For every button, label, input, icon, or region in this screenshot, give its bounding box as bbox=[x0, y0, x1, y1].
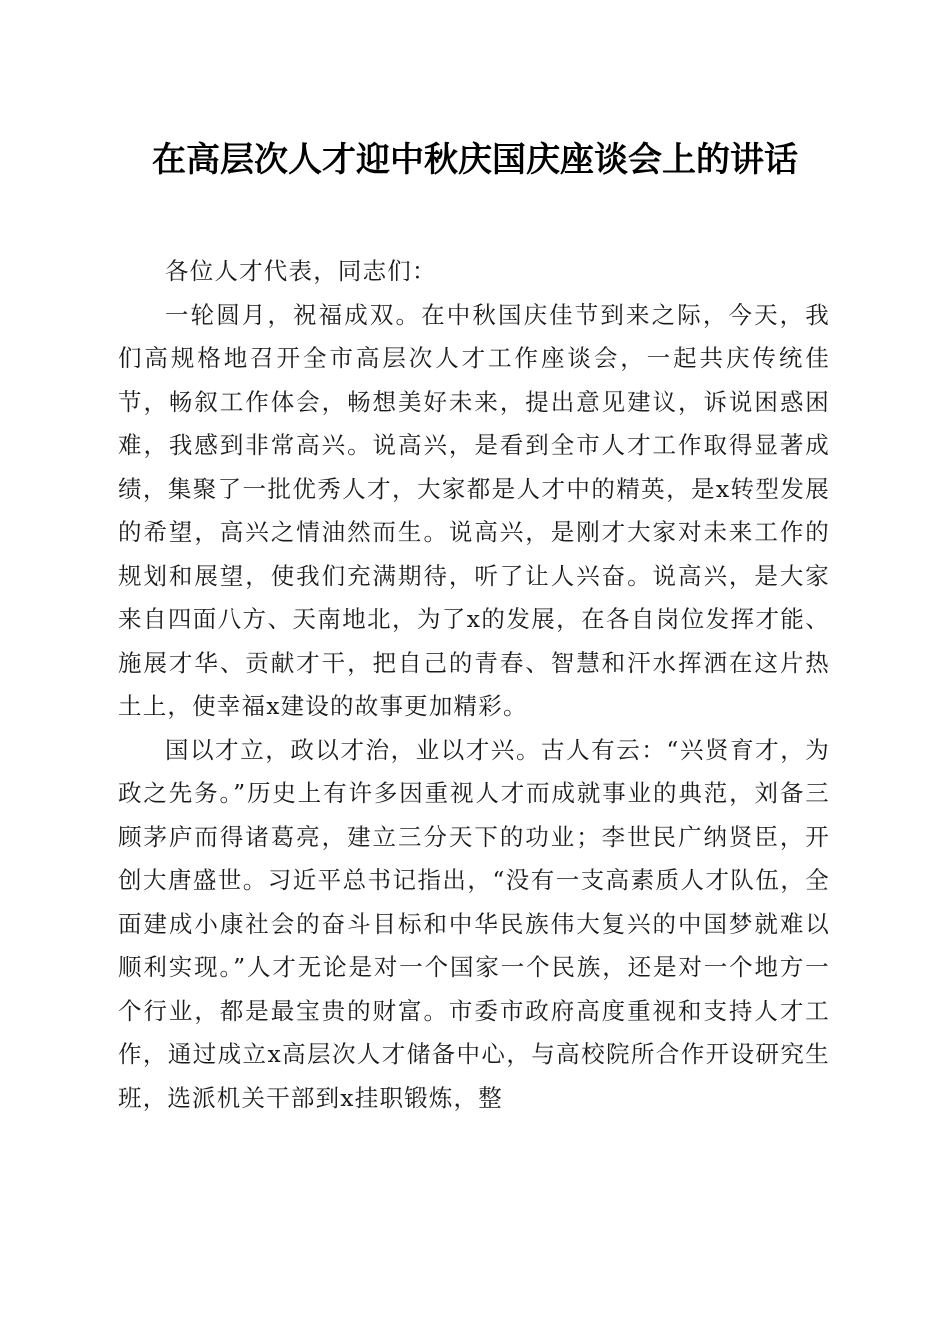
document-title: 在高层次人才迎中秋庆国庆座谈会上的讲话 bbox=[152, 140, 798, 180]
document-body bbox=[118, 250, 830, 1120]
body-paragraph: 国以才立，政以才治，业以才兴。古人有云：“兴贤育才，为政之先务。”历史上有许多因重视人才而成就事业的典范，刘备三顾茅庐而得诸葛亮，建立三分天下的功业；李世民广纳贤臣，开创大唐盛世。习近平总书记指出，“没有一支高素质人才队伍，全面建成小康社会的奋斗目标和中华民族伟大复兴的中国梦就难以顺利实现。”人才无论是对一个国家一个民族，还是对一个地方一个行业，都是最宝贵的财富。市委市政府高度重视和支持人才工作，通过成立x高层次人才储备中心，与高校院所合作开设研究生班，选派机关干部到x挂职锻炼，整 bbox=[118, 735, 830, 1112]
salutation-paragraph: 各位人才代表，同志们： bbox=[165, 257, 437, 285]
body-paragraph: 一轮圆月，祝福成双。在中秋国庆佳节到来之际，今天，我们高规格地召开全市高层次人才工作座谈会，一起共庆传统佳节，畅叙工作体会，畅想美好未来，提出意见建议，诉说困惑困难，我感到非常高兴。说高兴，是看到全市人才工作取得显著成绩，集聚了一批优秀人才，大家都是人才中的精英，是x转型发展的希望，高兴之情油然而生。说高兴，是刚才大家对未来工作的规划和展望，使我们充满期待，听了让人兴奋。说高兴，是大家来自四面八方、天南地北，为了x的发展，在各自岗位发挥才能、施展才华、贡献才干，把自己的青春、智慧和汗水挥洒在这片热土上，使幸福x建设的故事更加精彩。 bbox=[118, 300, 830, 720]
